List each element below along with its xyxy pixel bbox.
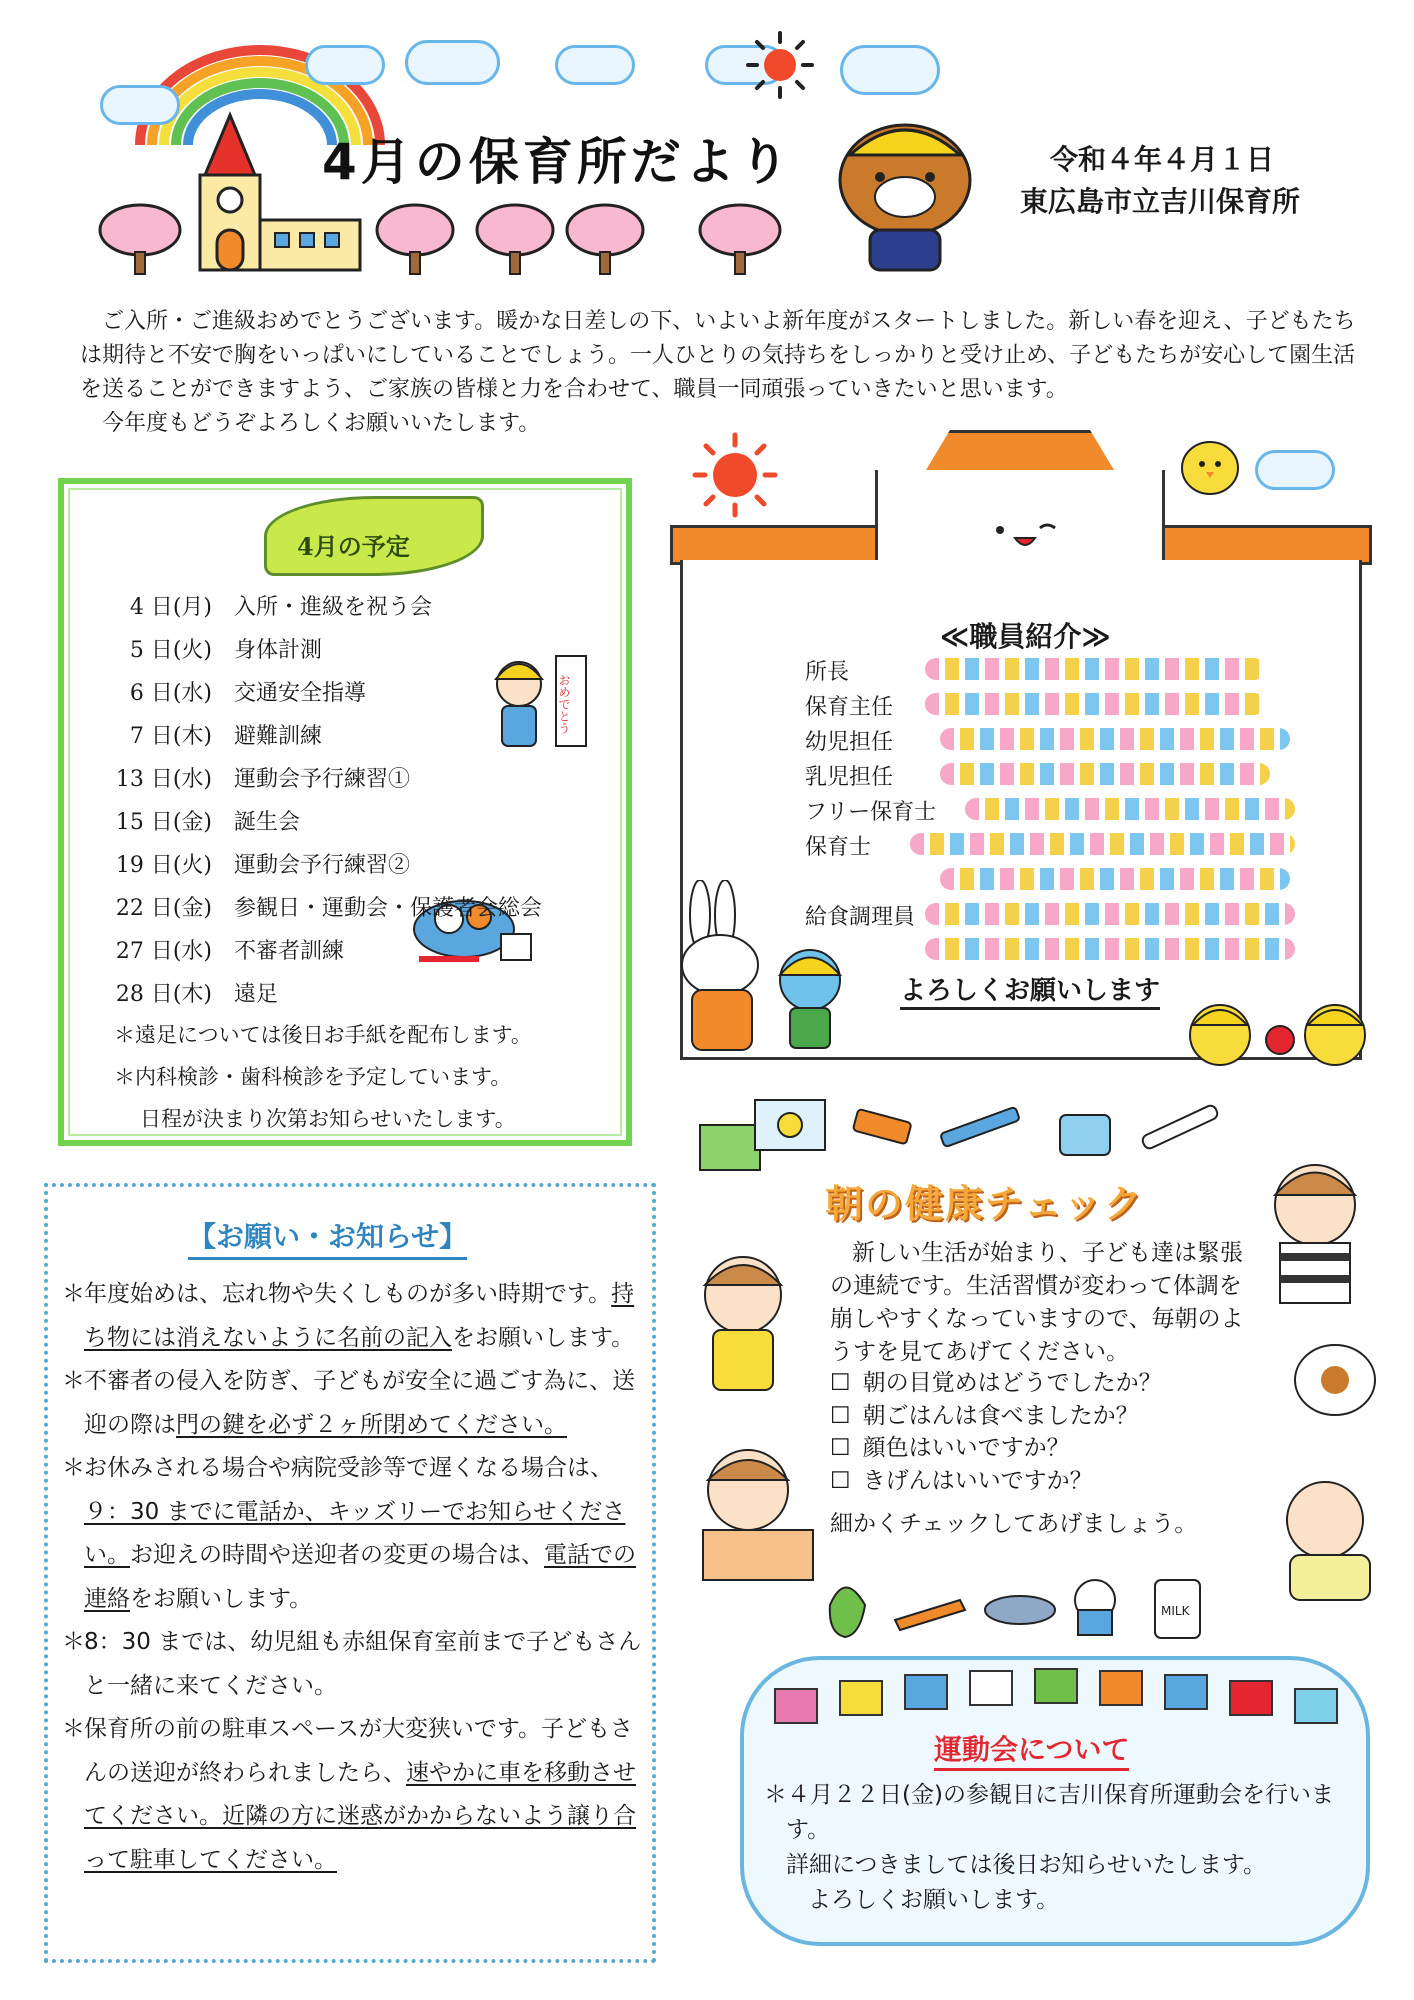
staff-illustration-row <box>925 693 1265 715</box>
intro-text <box>80 305 1360 441</box>
schedule-event: 不審者訓練 <box>234 939 345 964</box>
schedule-note: ＊内科検診・歯科検診を予定しています。 <box>114 1065 512 1089</box>
schedule-row <box>104 584 624 627</box>
schedule-event: 運動会予行練習② <box>234 853 411 878</box>
staff-role: 給食調理員 <box>805 905 916 930</box>
sign-text: おめでとう <box>557 674 571 734</box>
schedule-row <box>104 627 624 670</box>
schedule-date: 7 日(木) <box>129 724 212 749</box>
schedule-date: 4 日(月) <box>129 595 212 620</box>
notice-list <box>62 1273 642 1882</box>
schedule-date: 22 日(金) <box>115 896 212 921</box>
notice-emphasis: ９：30 までに電話か、キッズリーでお知らせください。 <box>84 1498 626 1568</box>
notice-text: 不審者の侵入を防ぎ、子どもが安全に過ごす為に、送迎の際は <box>84 1368 636 1438</box>
schedule-row <box>104 756 624 799</box>
issuer-name: 東広島市立吉川保育所 <box>1020 185 1301 218</box>
schedule-event: 参観日・運動会・保護者会総会 <box>234 896 543 921</box>
schedule-date: 15 日(金) <box>115 810 212 835</box>
notice-text: をお願いします。 <box>130 1585 313 1612</box>
bunting-flag <box>904 1674 948 1710</box>
bear-mascot-icon <box>815 105 995 275</box>
bunting-flag <box>1099 1670 1143 1706</box>
staff-illustration-row <box>910 833 1295 855</box>
schedule-box <box>58 478 632 1146</box>
schedule-row <box>104 842 624 885</box>
health-checklist <box>830 1367 1162 1497</box>
bunting-flag <box>774 1688 818 1724</box>
cloud-icon <box>1255 450 1335 490</box>
staff-role: フリー保育士 <box>805 800 937 825</box>
notice-text: 保育所の前の駐車スペースが大変狭いです。子どもさんの送迎が終わられましたら、 <box>84 1716 634 1786</box>
schedule-event: 運動会予行練習① <box>234 767 411 792</box>
schedule-date: 5 日(火) <box>129 638 212 663</box>
sports-day-box <box>740 1656 1370 1946</box>
schedule-date: 27 日(水) <box>115 939 212 964</box>
schedule-badge-label: 4月の予定 <box>297 532 410 561</box>
schedule-list <box>104 584 624 1140</box>
sports-line: 詳細につきましては後日お知らせいたします。 <box>786 1852 1267 1878</box>
schedule-date: 19 日(火) <box>115 853 212 878</box>
schedule-event: 交通安全指導 <box>234 681 367 706</box>
notice-item <box>62 1360 642 1447</box>
checklist-item: ☐ 朝ごはんは食べましたか？ <box>830 1400 1162 1433</box>
bullet-star-icon: ＊ <box>62 1629 85 1655</box>
food-row-icon <box>820 1565 1250 1650</box>
notice-text: お迎えの時間や送迎者の変更の場合は、 <box>130 1542 544 1568</box>
notice-emphasis: 速やかに車を移動させてください。近隣の方に迷惑がかからないよう譲り合って駐車してください。 <box>84 1759 636 1873</box>
schedule-date: 13 日(水) <box>115 767 212 792</box>
staff-illustration-row <box>925 903 1295 925</box>
notice-text: お休みされる場合や病院受診等で遅くなる場合は、 <box>84 1455 613 1481</box>
cherry-trees-icon <box>95 200 795 280</box>
health-text: 新しい生活が始まり、子ども達は緊張の連続です。生活習慣が変わって体調を崩しやすくなっていますので、毎朝のようすを見てあげてください。 <box>830 1240 1244 1365</box>
notice-emphasis: 電話での連絡 <box>84 1542 636 1612</box>
notice-text: 8：30 までは、幼児組も赤組保育室前まで子どもさんと一緒に来てください。 <box>84 1629 642 1699</box>
notice-box <box>44 1183 656 1963</box>
notice-emphasis: 門の鍵を必ず２ヶ所閉めてください。 <box>176 1411 567 1438</box>
children-left-icon <box>688 1245 818 1625</box>
staff-illustration-row <box>940 763 1270 785</box>
page-title: 4月の保育所だより <box>322 133 793 191</box>
bunting-flag <box>1294 1688 1338 1724</box>
staff-closing: よろしくお願いします <box>900 970 1160 1010</box>
notice-item <box>62 1447 642 1621</box>
chick-icon <box>1170 430 1250 500</box>
intro-paragraph: ご入所・ご進級おめでとうございます。暖かな日差しの下、いよいよ新年度がスタートしました。新しい春を迎え、子どもたちは期待と不安で胸をいっぱいにしていることでしょう。一人ひとりの気持ちをしっかりと受け止め、子どもたちが安心して園生活を送ることができますよう、ご家族の皆様と力を合わせて、職員一同頑張っていきたいと思います。 <box>80 309 1356 402</box>
bunting-flag <box>1229 1680 1273 1716</box>
schedule-note: 日程が決まり次第お知らせいたします。 <box>140 1107 516 1131</box>
children-right-icon <box>1250 1135 1390 1615</box>
notice-text: をお願いします。 <box>452 1324 635 1351</box>
sports-body <box>764 1778 1344 1918</box>
issue-date: 令和４年４月１日 <box>1050 143 1275 176</box>
checklist-item: ☐ 朝の目覚めはどうでしたか？ <box>830 1367 1162 1400</box>
schedule-row <box>104 713 624 756</box>
bullet-star-icon: ＊ <box>62 1716 85 1742</box>
sports-line: ＊４月２２日(金)の参観日に吉川保育所運動会を行います。 <box>764 1782 1334 1843</box>
notice-emphasis: 持ち物には消えないように名前の記入 <box>84 1281 635 1351</box>
house-face-icon <box>975 510 1075 560</box>
schedule-row <box>104 971 624 1014</box>
staff-role: 保育主任 <box>805 695 894 720</box>
schedule-event: 身体計測 <box>234 638 323 663</box>
schedule-badge <box>264 496 484 576</box>
notice-item <box>62 1708 642 1882</box>
checklist-item: ☐ きげんはいいですか？ <box>830 1465 1162 1498</box>
schedule-date: 28 日(木) <box>115 982 212 1007</box>
staff-introduction <box>670 430 1370 1080</box>
schedule-note: ＊遠足については後日お手紙を配布します。 <box>114 1023 532 1047</box>
bunny-and-mouse-icon <box>680 880 880 1060</box>
staff-illustration-row <box>940 728 1290 750</box>
schedule-row <box>104 670 624 713</box>
schedule-date: 6 日(水) <box>129 681 212 706</box>
cloud-icon <box>100 85 180 125</box>
schedule-row <box>104 799 624 842</box>
sports-heading: 運動会について <box>934 1728 1129 1771</box>
checklist-item: ☐ 顔色はいいですか？ <box>830 1432 1162 1465</box>
notice-text: 年度始めは、忘れ物や失くしものが多い時期です。 <box>84 1281 612 1307</box>
staff-illustration-row <box>925 938 1295 960</box>
cloud-icon <box>305 45 385 85</box>
staff-role: 幼児担任 <box>805 730 894 755</box>
bunting-flag <box>1164 1674 1208 1710</box>
schedule-event: 遠足 <box>234 982 279 1007</box>
schedule-row <box>104 928 624 971</box>
sun-icon <box>690 430 780 520</box>
health-heading: 朝の健康チェック <box>825 1182 1144 1226</box>
schedule-row <box>104 885 624 928</box>
intro-paragraph: 今年度もどうぞよろしくお願いいたします。 <box>102 411 541 436</box>
health-closing: 細かくチェックしてあげましょう。 <box>830 1511 1198 1537</box>
bunting-flag <box>969 1670 1013 1706</box>
staff-heading: ≪職員紹介≫ <box>940 620 1111 653</box>
cloud-icon <box>405 40 500 85</box>
bullet-star-icon: ＊ <box>62 1368 85 1394</box>
schedule-event: 入所・進級を祝う会 <box>234 595 433 620</box>
staff-role: 乳児担任 <box>805 765 894 790</box>
sports-line: よろしくお願いします。 <box>808 1887 1060 1913</box>
notice-heading: 【お願い・お知らせ】 <box>188 1215 467 1260</box>
milk-label: MILK <box>1161 1604 1190 1618</box>
bullet-star-icon: ＊ <box>62 1281 85 1307</box>
staff-role: 所長 <box>805 660 850 685</box>
bunting-flag <box>839 1680 883 1716</box>
bunting-flag <box>1034 1668 1078 1704</box>
staff-illustration-row <box>925 658 1265 680</box>
sun-icon <box>745 30 815 100</box>
header <box>0 0 1414 290</box>
notice-item <box>62 1273 642 1360</box>
staff-illustration-row <box>965 798 1295 820</box>
schedule-event: 避難訓練 <box>234 724 323 749</box>
cloud-icon <box>840 45 940 95</box>
bullet-star-icon: ＊ <box>62 1455 85 1481</box>
health-check-section <box>690 1095 1390 1655</box>
staff-role: 保育士 <box>805 835 872 860</box>
staff-illustration-row <box>940 868 1290 890</box>
cloud-icon <box>555 45 635 85</box>
notice-item <box>62 1621 642 1708</box>
chicks-with-tulip-icon <box>1185 985 1370 1075</box>
schedule-event: 誕生会 <box>234 810 301 835</box>
